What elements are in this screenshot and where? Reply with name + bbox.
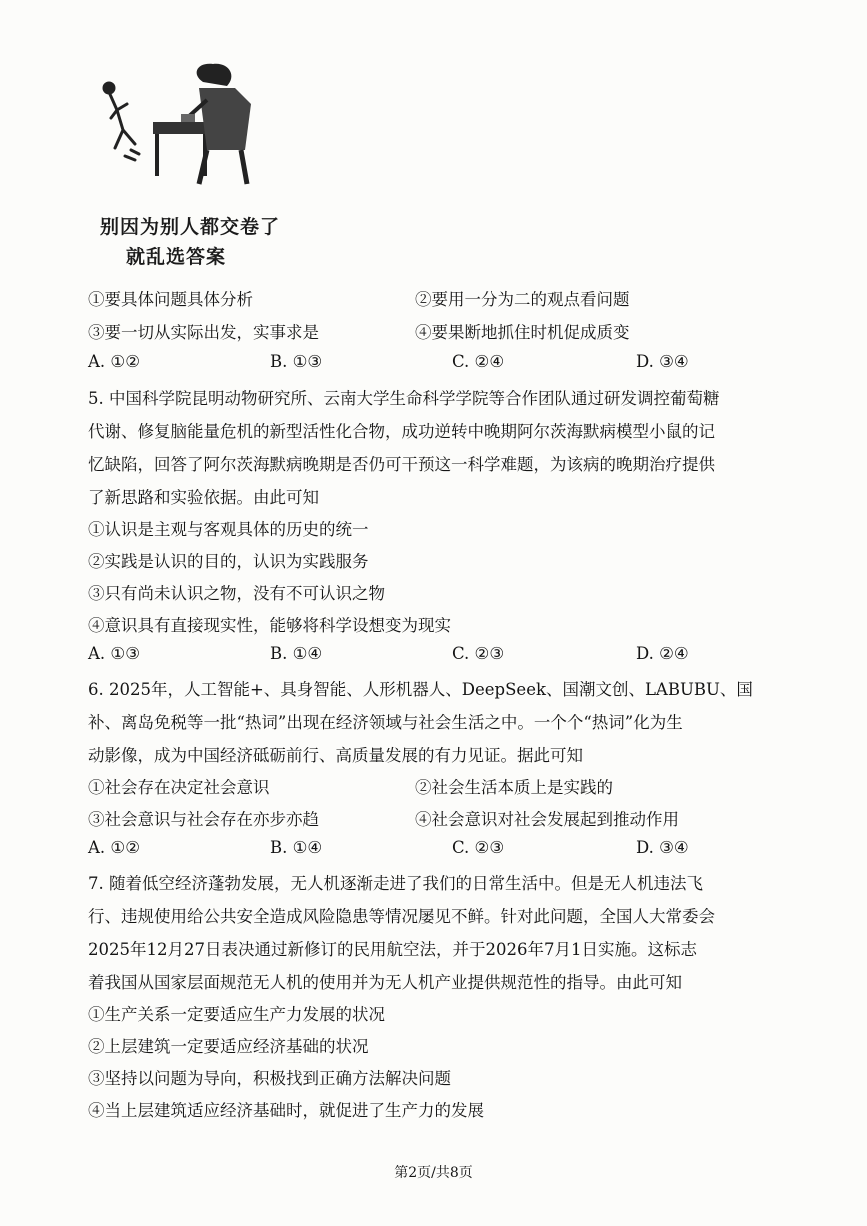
- q5-statement-2: ②实践是认识的目的，认识为实践服务: [88, 552, 369, 571]
- q5-stem-line: 5. 中国科学院昆明动物研究所、云南大学生命科学学院等合作团队通过研发调控葡萄糖: [88, 389, 720, 408]
- q4-statement-1: ①要具体问题具体分析: [88, 290, 253, 309]
- q6-stem-line: 动影像，成为中国经济砥砺前行、高质量发展的有力见证。据此可知: [88, 746, 583, 765]
- q6-statement-3: ③社会意识与社会存在亦步亦趋: [88, 810, 319, 829]
- caption-line-1: 别因为别人都交卷了: [100, 216, 281, 238]
- page-number: 第2页/共8页: [394, 1165, 473, 1181]
- q5-statement-1: ①认识是主观与客观具体的历史的统一: [88, 520, 369, 539]
- q6-statement-4: ④社会意识对社会发展起到推动作用: [415, 810, 679, 829]
- q6-option-d: D. ③④: [636, 838, 689, 857]
- q6-statement-1: ①社会存在决定社会意识: [88, 778, 270, 797]
- cartoon-caption: [100, 212, 290, 272]
- q5-stem-line: 忆缺陷，回答了阿尔茨海默病晚期是否仍可干预这一科学难题，为该病的晚期治疗提供: [88, 455, 715, 474]
- q4-statement-row: [88, 286, 630, 310]
- q7-statement-4: ④当上层建筑适应经济基础时，就促进了生产力的发展: [88, 1101, 484, 1120]
- q4-statement-4: ④要果断地抓住时机促成质变: [415, 323, 630, 342]
- q6-option-c: C. ②③: [452, 838, 505, 857]
- q6-statement-2: ②社会生活本质上是实践的: [415, 778, 613, 797]
- q4-statement-row: [88, 319, 630, 343]
- q7-stem-line: 2025年12月27日表决通过新修订的民用航空法，并于2026年7月1日实施。这标志: [88, 940, 697, 959]
- q7-statement-1: ①生产关系一定要适应生产力发展的状况: [88, 1005, 385, 1024]
- q5-option-a: A. ①③: [88, 644, 140, 663]
- q5-stem-line: 了新思路和实验依据。由此可知: [88, 488, 319, 507]
- q5-option-c: C. ②③: [452, 644, 505, 663]
- q7-stem-line: 7. 随着低空经济蓬勃发展，无人机逐渐走进了我们的日常生活中。但是无人机违法飞: [88, 874, 703, 893]
- q4-option-b: B. ①③: [270, 352, 323, 371]
- q4-option-c: C. ②④: [452, 352, 505, 371]
- q7-stem-line: 着我国从国家层面规范无人机的使用并为无人机产业提供规范性的指导。由此可知: [88, 973, 682, 992]
- q6-statement-row: [88, 806, 679, 830]
- q7-stem-line: 行、违规使用给公共安全造成风险隐患等情况屡见不鲜。针对此问题，全国人大常委会: [88, 907, 715, 926]
- q4-statement-2: ②要用一分为二的观点看问题: [415, 290, 630, 309]
- q5-stem-line: 代谢、修复脑能量危机的新型活性化合物，成功逆转中晚期阿尔茨海默病模型小鼠的记: [88, 422, 715, 441]
- q6-stem-line: 补、离岛免税等一批“热词”出现在经济领域与社会生活之中。一个个“热词”化为生: [88, 713, 683, 732]
- caption-line-2: 就乱选答案: [126, 246, 227, 268]
- q4-option-d: D. ③④: [636, 352, 689, 371]
- q6-stem-line: 6. 2025年，人工智能+、具身智能、人形机器人、DeepSeek、国潮文创、LABUBU、国: [88, 680, 753, 699]
- q7-statement-3: ③坚持以问题为导向，积极找到正确方法解决问题: [88, 1069, 451, 1088]
- q4-option-a: A. ①②: [88, 352, 140, 371]
- cartoon-illustration: [95, 60, 270, 190]
- q5-statement-3: ③只有尚未认识之物，没有不可认识之物: [88, 584, 385, 603]
- q6-statement-row: [88, 774, 613, 798]
- q5-option-b: B. ①④: [270, 644, 323, 663]
- q7-statement-2: ②上层建筑一定要适应经济基础的状况: [88, 1037, 369, 1056]
- q5-statement-4: ④意识具有直接现实性，能够将科学设想变为现实: [88, 616, 451, 635]
- q6-option-a: A. ①②: [88, 838, 140, 857]
- q6-option-b: B. ①④: [270, 838, 323, 857]
- q5-option-d: D. ②④: [636, 644, 689, 663]
- q4-statement-3: ③要一切从实际出发，实事求是: [88, 323, 319, 342]
